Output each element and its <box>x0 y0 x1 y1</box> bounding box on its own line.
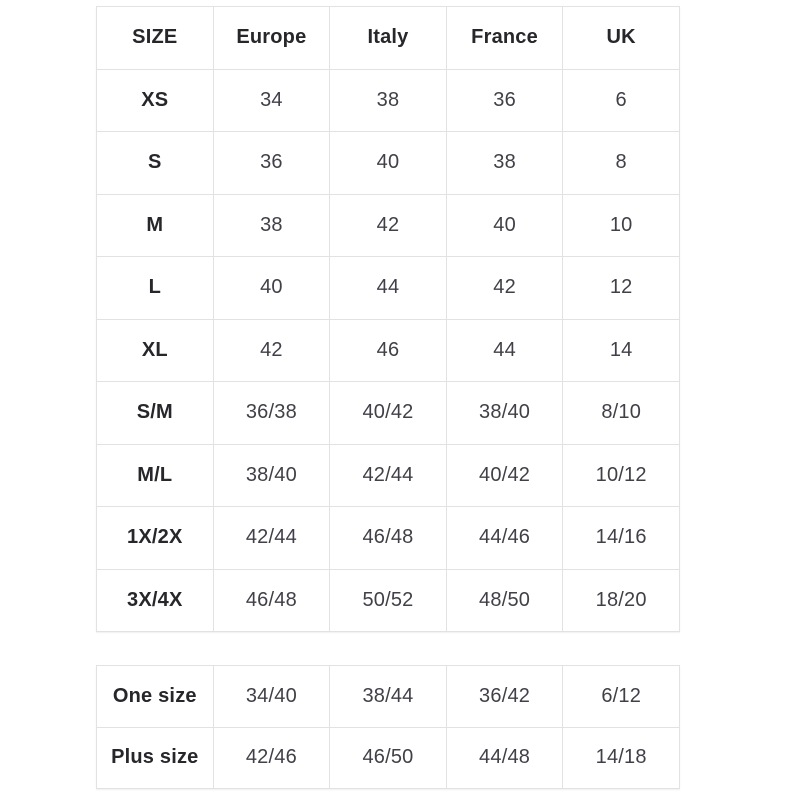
size-cell: 40 <box>330 132 447 195</box>
column-header-france: France <box>446 7 563 70</box>
size-cell: 38 <box>330 69 447 132</box>
row-label-one-size: One size <box>97 666 214 728</box>
size-cell: 44/46 <box>446 507 563 570</box>
size-cell: 42/46 <box>213 727 330 789</box>
size-cell: 46/48 <box>213 569 330 632</box>
table-header-row <box>97 7 680 70</box>
table-row-xl <box>97 319 680 382</box>
size-cell: 6/12 <box>563 666 680 728</box>
column-header-size: SIZE <box>97 7 214 70</box>
size-cell: 18/20 <box>563 569 680 632</box>
size-cell: 46/50 <box>330 727 447 789</box>
size-cell: 40/42 <box>446 444 563 507</box>
row-label-plus-size: Plus size <box>97 727 214 789</box>
size-cell: 6 <box>563 69 680 132</box>
special-sizes-table <box>96 665 680 789</box>
table-row-s-m <box>97 382 680 445</box>
size-cell: 10 <box>563 194 680 257</box>
row-label-m: M <box>97 194 214 257</box>
size-conversion-table <box>96 6 680 632</box>
table-row-l <box>97 257 680 320</box>
size-cell: 48/50 <box>446 569 563 632</box>
size-cell: 46/48 <box>330 507 447 570</box>
size-cell: 38/40 <box>446 382 563 445</box>
column-header-europe: Europe <box>213 7 330 70</box>
size-cell: 36 <box>213 132 330 195</box>
table-row-m-l <box>97 444 680 507</box>
table-row-one-size <box>97 666 680 728</box>
size-table-body <box>97 69 680 632</box>
size-cell: 42/44 <box>213 507 330 570</box>
size-cell: 40 <box>446 194 563 257</box>
size-cell: 38/40 <box>213 444 330 507</box>
size-cell: 12 <box>563 257 680 320</box>
size-cell: 40 <box>213 257 330 320</box>
size-cell: 44 <box>446 319 563 382</box>
size-cell: 8/10 <box>563 382 680 445</box>
row-label-l: L <box>97 257 214 320</box>
column-header-uk: UK <box>563 7 680 70</box>
size-cell: 14/16 <box>563 507 680 570</box>
size-cell: 36 <box>446 69 563 132</box>
size-cell: 14 <box>563 319 680 382</box>
table-row-plus-size <box>97 727 680 789</box>
size-cell: 38 <box>446 132 563 195</box>
size-cell: 40/42 <box>330 382 447 445</box>
table-row-3x-4x <box>97 569 680 632</box>
size-cell: 14/18 <box>563 727 680 789</box>
size-cell: 44/48 <box>446 727 563 789</box>
table-row-xs <box>97 69 680 132</box>
size-cell: 44 <box>330 257 447 320</box>
size-cell: 38 <box>213 194 330 257</box>
size-cell: 46 <box>330 319 447 382</box>
row-label-1x-2x: 1X/2X <box>97 507 214 570</box>
size-cell: 42 <box>213 319 330 382</box>
size-cell: 42/44 <box>330 444 447 507</box>
size-cell: 50/52 <box>330 569 447 632</box>
row-label-s: S <box>97 132 214 195</box>
row-label-xl: XL <box>97 319 214 382</box>
row-label-xs: XS <box>97 69 214 132</box>
size-cell: 8 <box>563 132 680 195</box>
size-cell: 38/44 <box>330 666 447 728</box>
table-row-m <box>97 194 680 257</box>
table-row-s <box>97 132 680 195</box>
row-label-s-m: S/M <box>97 382 214 445</box>
size-cell: 34/40 <box>213 666 330 728</box>
row-label-m-l: M/L <box>97 444 214 507</box>
table-row-1x-2x <box>97 507 680 570</box>
size-table-head <box>97 7 680 70</box>
size-cell: 36/38 <box>213 382 330 445</box>
size-cell: 42 <box>446 257 563 320</box>
size-cell: 34 <box>213 69 330 132</box>
column-header-italy: Italy <box>330 7 447 70</box>
size-cell: 10/12 <box>563 444 680 507</box>
row-label-3x-4x: 3X/4X <box>97 569 214 632</box>
size-cell: 36/42 <box>446 666 563 728</box>
size-cell: 42 <box>330 194 447 257</box>
special-table-body <box>97 666 680 789</box>
